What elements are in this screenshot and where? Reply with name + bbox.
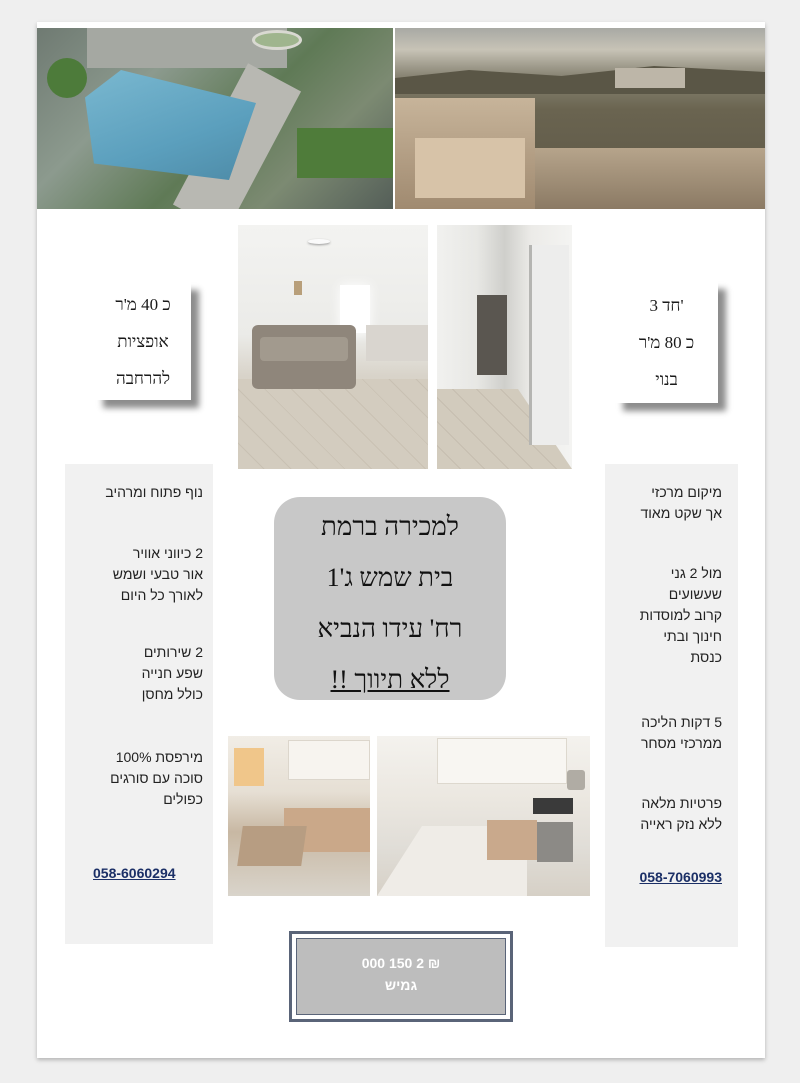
kitchen-photo xyxy=(228,736,370,896)
feature-airflow: 2 כיווני אוויר אור טבעי ושמש לאורך כל היום xyxy=(112,545,203,603)
rooms-line: 3 חד' xyxy=(649,296,684,315)
for-sale-headline xyxy=(274,497,506,700)
headline-street: רח' עידו הנביא xyxy=(317,614,463,643)
expansion-line-1: אופציות xyxy=(117,332,169,351)
feature-view: נוף פתוח ומרהיב xyxy=(105,484,203,500)
right-features-column xyxy=(605,464,738,947)
headline-no-broker: ללא תיווך !! xyxy=(330,665,450,694)
feature-privacy: פרטיות מלאה ללא נזק ראייה xyxy=(640,795,722,832)
left-features-column xyxy=(65,464,213,944)
headline-line-2: בית שמש ג'1 xyxy=(326,563,454,592)
price-inner xyxy=(296,938,506,1015)
size-expansion-box xyxy=(95,282,191,400)
size-line: כ 40 מ'ר xyxy=(115,295,171,314)
price-amount: ₪ 2 150 000 xyxy=(361,955,441,971)
feature-playgrounds: מול 2 גני שעשועים קרוב למוסדות חינוך ובתי כנסת xyxy=(639,565,722,665)
rooms-area-box xyxy=(615,281,718,403)
phone-link-left[interactable]: 058-6060294 xyxy=(93,865,176,881)
living-room-photo xyxy=(238,225,428,469)
flyer-page xyxy=(37,22,765,1058)
kitchen-counter-photo xyxy=(377,736,590,896)
feature-bathrooms-parking: 2 שירותים שפע חנייה כולל מחסן xyxy=(141,644,203,702)
open-view-photo xyxy=(395,28,765,209)
price-flexible: גמיש xyxy=(384,977,418,993)
feature-balcony: מירפסת 100% סוכה עם סורגים כפולים xyxy=(110,749,203,807)
aerial-neighborhood-photo xyxy=(37,28,393,209)
feature-location: מיקום מרכזי אך שקט מאוד xyxy=(640,484,722,521)
corridor-photo xyxy=(437,225,572,469)
built-line: בנוי xyxy=(655,370,678,389)
headline-line-1: למכירה ברמת xyxy=(321,512,459,541)
price-box xyxy=(289,931,513,1022)
phone-link-right[interactable]: 058-7060993 xyxy=(639,869,722,885)
area-line: כ 80 מ'ר xyxy=(638,333,695,352)
feature-shopping: 5 דקות הליכה ממרכזי מסחר xyxy=(640,714,722,751)
expansion-line-2: להרחבה xyxy=(115,369,171,388)
